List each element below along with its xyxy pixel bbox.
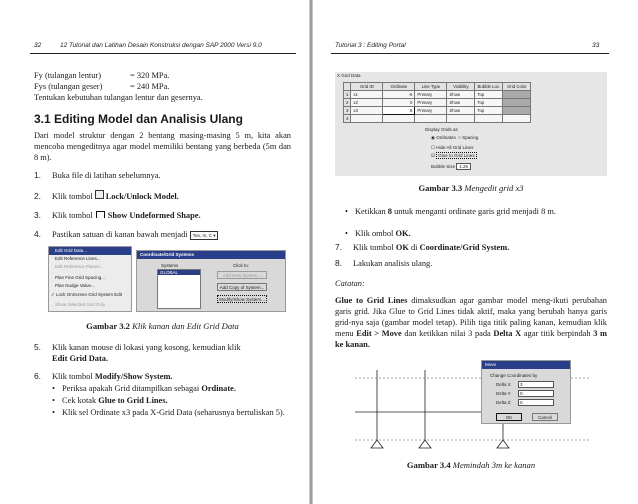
page-number-right: 33 — [592, 42, 600, 49]
column-header: Grid Color — [503, 83, 531, 91]
context-menu-item-edit-grid[interactable]: Edit Grid Data... — [49, 247, 131, 255]
figure-3-4-image — [355, 360, 591, 452]
lock-icon[interactable] — [95, 190, 104, 199]
units-select[interactable]: Ton, m, C ▾ — [190, 231, 219, 240]
column-header: Ordinate — [383, 83, 415, 91]
grid-color-swatch[interactable] — [503, 91, 531, 99]
dialog-title: Coordinate/Grid Systems — [137, 251, 285, 259]
context-menu-item[interactable]: Show Selected Grid Only — [55, 302, 106, 307]
step-3: 3. Klik tombol Show Undeformed Shape. — [34, 210, 201, 220]
step-2: 2. Klik tombol Lock/Unlock Model. — [34, 191, 179, 201]
coordinate-grid-dialog — [136, 250, 286, 312]
header-rule — [331, 53, 609, 54]
running-header-left: 12 Tutorial dan Latihan Desain Konstruksi dengan SAP 2000 Versi 9.0 — [60, 42, 262, 49]
context-menu-item[interactable]: Edit Reference Lines... — [55, 256, 101, 261]
table-row[interactable]: 3 x3 8 Primary Show Top — [344, 107, 531, 115]
fy-value: = 320 MPa. — [130, 71, 170, 80]
table-row[interactable]: 2 x2 0 Primary Show Top — [344, 99, 531, 107]
delta-z-input[interactable]: 0. — [518, 399, 554, 406]
add-new-system-button[interactable]: Add New System... — [217, 271, 267, 279]
figure-3-4-caption: Gambar 3.4 Memindah 3m ke kanan — [406, 460, 536, 470]
bullet-item: • Klik sel Ordinate x3 pada X-Grid Data (seharusnya bertuliskan 5). — [62, 407, 287, 418]
context-menu-item[interactable]: Edit Reference Planes... — [55, 264, 104, 269]
move-dialog — [481, 360, 571, 424]
delta-z-label: Delta Z — [496, 400, 511, 405]
context-menu — [48, 246, 132, 312]
fys-value: = 240 MPa. — [130, 82, 170, 91]
ordinate-x3-cell[interactable]: 8 — [383, 107, 415, 115]
step-1: 1. Buka file di latihan sebelumnya. — [34, 170, 161, 180]
note-paragraph: Glue to Grid Lines dimaksudkan agar gambar model meng-ikuti perubahan garis grid. Jika Glue to Grid Lines tidak aktif, maka yang berubah hanya garis grid-nya saja (gambar model tetap). Pilih tiga titik paling kanan, kemudian klik menu Edit > Move dan ketikkan nilai 3 pada Delta X agar titik berpindah 3 m ke kanan. — [335, 296, 608, 349]
column-header: Bubble Loc. — [475, 83, 503, 91]
ordinates-radio[interactable]: ◉ Ordinates ○ Spacing — [431, 135, 479, 140]
change-coords-label: Change Coordinates by — [490, 373, 538, 378]
hide-grid-checkbox[interactable]: ☐ Hide All Grid Lines — [431, 145, 474, 150]
ok-button[interactable]: OK — [496, 413, 522, 421]
grid-color-swatch[interactable] — [503, 99, 531, 107]
page-number-left: 32 — [34, 42, 42, 49]
undeformed-shape-icon[interactable] — [96, 211, 105, 218]
modify-show-system-button[interactable]: Modify/Show System... — [217, 295, 267, 303]
grid-color-swatch[interactable] — [503, 107, 531, 115]
table-row[interactable]: 1 x1 -5 Primary Show Top — [344, 91, 531, 99]
bullet-item: • Klik ombol OK. — [355, 228, 411, 239]
systems-list-item[interactable]: GLOBAL — [158, 270, 200, 275]
delta-x-input[interactable]: 3 — [518, 381, 554, 388]
column-header: Visibility — [447, 83, 475, 91]
table-header-row — [344, 83, 531, 91]
grid-data-title: X Grid Data — [337, 73, 361, 78]
running-header-right: Tutorial 3 : Editing Portal — [335, 42, 406, 49]
bullet-item: • Ketikkan 8 untuk menganti ordinate garis grid menjadi 8 m. — [355, 206, 607, 217]
context-menu-item[interactable]: Plan Nudge Value... — [55, 283, 95, 288]
x-grid-table — [343, 82, 531, 123]
bubble-size-field[interactable]: Bubble Size 1.25 — [431, 164, 471, 169]
display-grids-label: Display Grids as — [425, 127, 458, 132]
step-5-bold: Edit Grid Data. — [52, 354, 109, 363]
systems-list[interactable] — [157, 269, 201, 309]
glue-grid-checkbox[interactable]: ☑ Glue to Grid Lines — [431, 153, 475, 158]
step-7: 7. Klik tombol OK di Coordinate/Grid System. — [335, 242, 510, 252]
step-5: 5. Klik kanan mouse di lokasi yang kosong, kemudian klik — [34, 342, 241, 352]
cancel-button[interactable]: Cancel — [532, 413, 558, 421]
header-rule — [30, 53, 296, 54]
figure-3-2-caption: Gambar 3.2 Klik kanan dan Edit Grid Data — [86, 321, 239, 331]
add-copy-system-button[interactable]: Add Copy of System... — [217, 283, 267, 291]
context-menu-item[interactable]: Plan Fine Grid Spacing... — [55, 275, 106, 280]
fys-label: Fys (tulangan geser) — [34, 82, 103, 91]
right-page — [311, 0, 638, 504]
intro-paragraph: Dari model struktur dengan 2 bentang masing-masing 5 m, kita akan mencoba mengeditnya agar model memiliki bentang yang berbeda (5m dan 8 m). — [34, 131, 291, 162]
delta-y-input[interactable]: 0. — [518, 390, 554, 397]
section-title: 3.1 Editing Model dan Analisis Ulang — [34, 112, 243, 126]
context-menu-item[interactable]: ✓ Lock OnScreen Grid System Edit — [51, 292, 123, 297]
step-4: 4. Pastikan satuan di kanan bawah menjadi Ton, m, C ▾ — [34, 229, 218, 240]
delta-y-label: Delta Y — [496, 391, 511, 396]
table-row[interactable]: 4 — [344, 115, 531, 123]
column-header: Grid ID — [351, 83, 383, 91]
figure-3-2-image — [48, 246, 286, 312]
systems-label: Systems — [161, 263, 179, 268]
move-dialog-title: Move — [482, 361, 570, 369]
delta-x-label: Delta X — [496, 382, 511, 387]
bullet-item: • Periksa apakah Grid ditampilkan sebagai Ordinate. — [62, 383, 236, 394]
column-header: Line Type — [415, 83, 447, 91]
click-to-label: Click to: — [233, 263, 250, 268]
bullet-item: • Cek kotak Glue to Grid Lines. — [62, 395, 168, 406]
left-page — [0, 0, 311, 504]
step-8: 8. Lakukan analisis ulang. — [335, 258, 433, 268]
step-6: 6. Klik tombol Modify/Show System. — [34, 371, 173, 381]
fy-label: Fy (tulangan lentur) — [34, 71, 101, 80]
figure-3-3-image — [335, 72, 607, 176]
note-heading: Catatan: — [335, 279, 365, 288]
task-text: Tentukan kebutuhan tulangan lentur dan gesernya. — [34, 93, 203, 102]
figure-3-3-caption: Gambar 3.3 Mengedit grid x3 — [418, 183, 524, 193]
